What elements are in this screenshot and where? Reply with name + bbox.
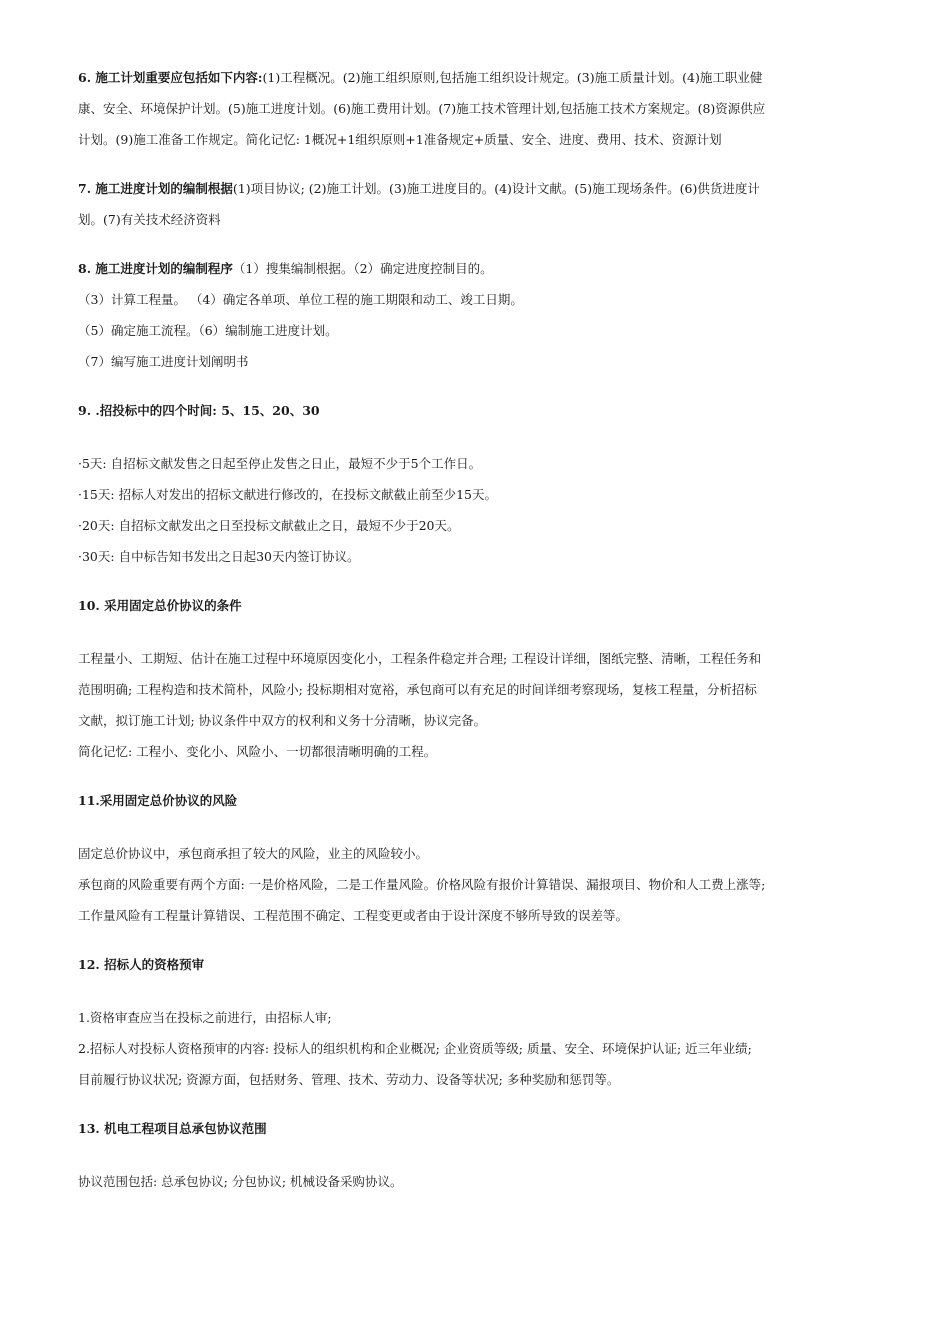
section-7-text-1: (1)项目协议; (2)施工计划。(3)施工进度目的。(4)设计文献。(5)施工现场条件。(6)供货进度计 <box>232 181 760 196</box>
section-10-line-2: 范围明确; 工程构造和技术简朴，风险小; 投标期相对宽裕，承包商可以有充足的时间详细考察现场，复核工程量，分析招标 <box>78 682 757 697</box>
section-9-item-2: ·15天: 招标人对发出的招标文献进行修改的，在投标文献截止前至少15天。 <box>78 487 497 502</box>
section-7-title: 7. 施工进度计划的编制根据 <box>78 181 233 196</box>
section-10-line-3: 文献，拟订施工计划; 协议条件中双方的权利和义务十分清晰，协议完备。 <box>78 713 487 728</box>
section-13-title: 13. 机电工程项目总承包协议范围 <box>78 1121 267 1136</box>
section-10-line-1: 工程量小、工期短、估计在施工过程中环境原因变化小，工程条件稳定并合理; 工程设计详细，图纸完整、清晰，工程任务和 <box>78 651 762 666</box>
section-9-item-1: ·5天: 自招标文献发售之日起至停止发售之日止，最短不少于5个工作日。 <box>78 456 482 471</box>
section-11-title: 11.采用固定总价协议的风险 <box>78 793 238 808</box>
section-13-line-1: 协议范围包括: 总承包协议; 分包协议; 机械设备采购协议。 <box>78 1174 403 1189</box>
section-9-item-3: ·20天: 自招标文献发出之日至投标文献截止之日，最短不少于20天。 <box>78 518 460 533</box>
section-6-line-2: 康、安全、环境保护计划。(5)施工进度计划。(6)施工费用计划。(7)施工技术管理计划,包括施工技术方案规定。(8)资源供应 <box>78 101 766 116</box>
section-9-item-4: ·30天: 自中标告知书发出之日起30天内签订协议。 <box>78 549 360 564</box>
section-8-line-3: （5）确定施工流程。（6）编制施工进度计划。 <box>78 323 338 338</box>
section-6-title: 6. 施工计划重要应包括如下内容: <box>78 70 263 85</box>
section-8-line-2: （3）计算工程量。 （4）确定各单项、单位工程的施工期限和动工、竣工日期。 <box>78 292 523 307</box>
section-12-line-3: 目前履行协议状况; 资源方面，包括财务、管理、技术、劳动力、设备等状况; 多种奖励和惩罚等。 <box>78 1072 620 1087</box>
section-11-line-3: 工作量风险有工程量计算错误、工程范围不确定、工程变更或者由于设计深度不够所导致的误差等。 <box>78 908 629 923</box>
section-6-line-3: 计划。(9)施工准备工作规定。简化记忆: 1概况+1组织原则+1准备规定+质量、安全、进度、费用、技术、资源计划 <box>78 132 722 147</box>
section-11-line-1: 固定总价协议中，承包商承担了较大的风险，业主的风险较小。 <box>78 846 429 861</box>
section-6-text-1: (1)工程概况。(2)施工组织原则,包括施工组织设计规定。(3)施工质量计划。(4)施工职业健 <box>262 70 763 85</box>
section-8-line-4: （7）编写施工进度计划阐明书 <box>78 354 249 369</box>
section-9-title: 9. .招投标中的四个时间: 5、15、20、30 <box>78 403 320 418</box>
section-8-title: 8. 施工进度计划的编制程序 <box>78 261 233 276</box>
section-8-line-1 <box>78 253 878 284</box>
section-12-line-1: 1.资格审查应当在投标之前进行，由招标人审; <box>78 1010 332 1025</box>
section-11-line-2: 承包商的风险重要有两个方面: 一是价格风险，二是工作量风险。价格风险有报价计算错误、漏报项目、物价和人工费上涨等; <box>78 877 766 892</box>
section-7-line-1 <box>78 173 878 204</box>
section-8-text-1: （1）搜集编制根据。（2）确定进度控制目的。 <box>232 261 493 276</box>
section-10-title: 10. 采用固定总价协议的条件 <box>78 598 242 613</box>
section-10-line-4: 简化记忆: 工程小、变化小、风险小、一切都很清晰明确的工程。 <box>78 744 437 759</box>
section-7-line-2: 划。(7)有关技术经济资料 <box>78 212 221 227</box>
section-12-title: 12. 招标人的资格预审 <box>78 957 205 972</box>
section-6-line-1 <box>78 62 878 93</box>
section-12-line-2: 2.招标人对投标人资格预审的内容: 投标人的组织机构和企业概况; 企业资质等级; 质量、安全、环境保护认证; 近三年业绩; <box>78 1041 752 1056</box>
document-page <box>78 62 878 1197</box>
